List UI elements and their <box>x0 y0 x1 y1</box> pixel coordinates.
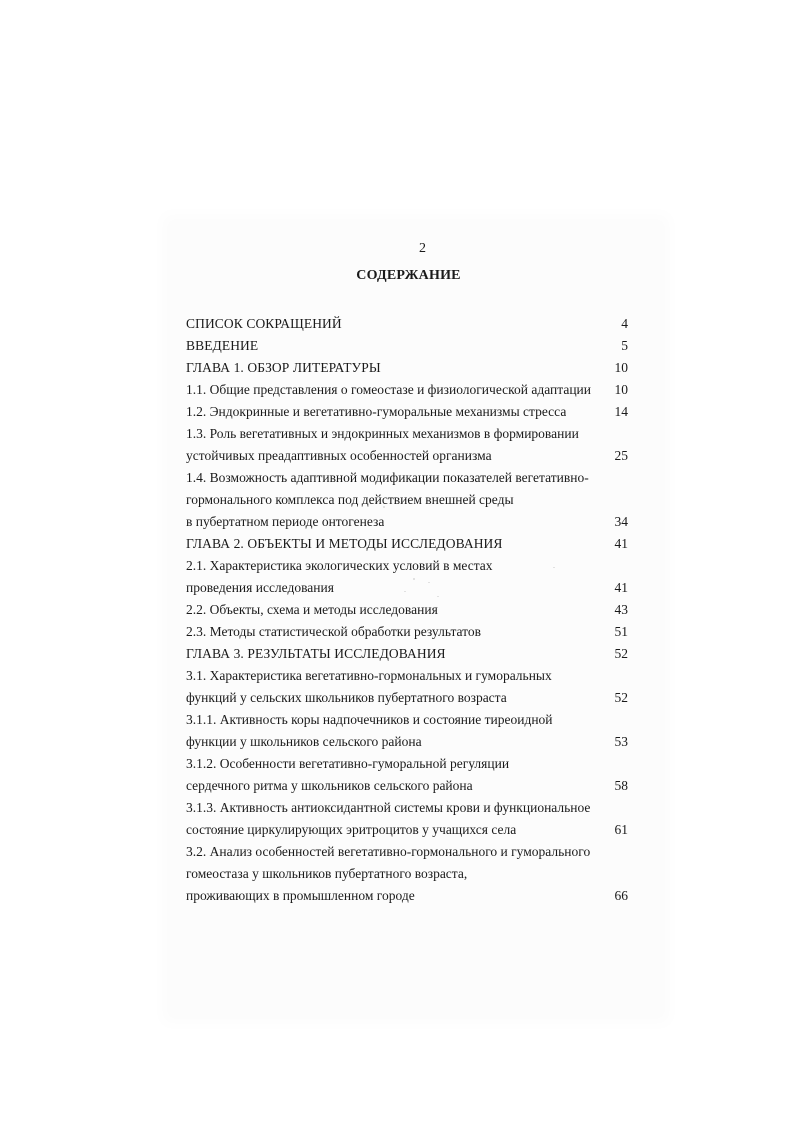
toc-entry-page <box>604 841 628 863</box>
toc-entry-text: 1.1. Общие представления о гомеостазе и физиологической адаптации <box>186 382 591 397</box>
toc-entry[interactable] <box>186 599 628 621</box>
toc-entry-text: ВВЕДЕНИЕ <box>186 338 259 353</box>
toc-entry[interactable] <box>186 753 628 775</box>
toc-entry-text: 2.3. Методы статистической обработки результатов <box>186 624 482 639</box>
toc-entry-text: 3.1.2. Особенности вегетативно-гуморальной регуляции <box>186 756 510 771</box>
table-of-contents <box>186 313 628 907</box>
toc-entry-page <box>604 863 628 885</box>
toc-entry-page <box>604 665 628 687</box>
toc-entry-page <box>604 555 628 577</box>
toc-entry-page: 5 <box>621 338 628 353</box>
toc-entry[interactable] <box>186 445 628 467</box>
toc-entry[interactable] <box>186 313 628 335</box>
toc-entry[interactable] <box>186 423 628 445</box>
toc-entry[interactable] <box>186 401 628 423</box>
toc-entry[interactable] <box>186 797 628 819</box>
toc-entry-text: сердечного ритма у школьников сельского района <box>186 778 473 793</box>
toc-entry-text: функций у сельских школьников пубертатного возраста <box>186 690 507 705</box>
toc-entry[interactable] <box>186 731 628 753</box>
toc-entry-text: состояние циркулирующих эритроцитов у учащихся села <box>186 822 517 837</box>
toc-entry-text: гормонального комплекса под действием внешней среды <box>186 492 514 507</box>
toc-entry-page: 53 <box>614 734 628 749</box>
toc-entry-page <box>604 797 628 819</box>
toc-entry-page <box>604 467 628 489</box>
toc-entry-page: 10 <box>614 382 628 397</box>
toc-entry-page: 4 <box>621 316 628 331</box>
toc-entry-text: в пубертатном периоде онтогенеза <box>186 514 385 529</box>
toc-entry-page: 41 <box>614 536 628 551</box>
toc-entry-text: 2.2. Объекты, схема и методы исследования <box>186 602 438 617</box>
toc-entry[interactable] <box>186 379 628 401</box>
toc-entry-page <box>604 709 628 731</box>
toc-entry[interactable] <box>186 577 628 599</box>
toc-entry[interactable] <box>186 841 628 863</box>
toc-entry-text: 3.1. Характеристика вегетативно-гормональных и гуморальных <box>186 668 552 683</box>
toc-entry-text: 1.2. Эндокринные и вегетативно-гуморальные механизмы стресса <box>186 404 567 419</box>
toc-entry-page: 52 <box>614 646 628 661</box>
toc-entry[interactable] <box>186 533 628 555</box>
toc-entry-text: 2.1. Характеристика экологических условий в местах <box>186 558 493 573</box>
toc-entry-page: 43 <box>614 602 628 617</box>
toc-entry[interactable] <box>186 665 628 687</box>
toc-entry-page: 58 <box>614 778 628 793</box>
toc-entry[interactable] <box>186 467 628 489</box>
toc-entry-text: ГЛАВА 2. ОБЪЕКТЫ И МЕТОДЫ ИССЛЕДОВАНИЯ <box>186 536 503 551</box>
toc-entry-text: 3.1.1. Активность коры надпочечников и состояние тиреоидной <box>186 712 553 727</box>
toc-entry[interactable] <box>186 357 628 379</box>
toc-entry-page: 14 <box>614 404 628 419</box>
toc-entry-text: гомеостаза у школьников пубертатного возраста, <box>186 866 468 881</box>
toc-entry-text: устойчивых преадаптивных особенностей организма <box>186 448 492 463</box>
toc-entry-text: 1.3. Роль вегетативных и эндокринных механизмов в формировании <box>186 426 579 441</box>
toc-entry[interactable] <box>186 687 628 709</box>
toc-entry-page: 61 <box>614 822 628 837</box>
page-number: 2 <box>419 241 426 256</box>
toc-entry[interactable] <box>186 335 628 357</box>
toc-entry[interactable] <box>186 621 628 643</box>
toc-entry[interactable] <box>186 511 628 533</box>
toc-entry-text: ГЛАВА 3. РЕЗУЛЬТАТЫ ИССЛЕДОВАНИЯ <box>186 646 446 661</box>
toc-entry[interactable] <box>186 709 628 731</box>
toc-entry[interactable] <box>186 775 628 797</box>
toc-entry-text: проживающих в промышленном городе <box>186 888 415 903</box>
toc-entry-page: 10 <box>614 360 628 375</box>
toc-entry-page: 34 <box>614 514 628 529</box>
toc-entry-page: 66 <box>614 888 628 903</box>
toc-entry-page: 25 <box>614 448 628 463</box>
toc-entry[interactable] <box>186 819 628 841</box>
toc-entry-page: 52 <box>614 690 628 705</box>
toc-entry-page: 41 <box>614 580 628 595</box>
toc-entry-page <box>604 753 628 775</box>
toc-entry[interactable] <box>186 489 628 511</box>
toc-entry-page <box>604 423 628 445</box>
toc-entry-text: 3.2. Анализ особенностей вегетативно-гормонального и гуморального <box>186 844 591 859</box>
toc-entry-text: 1.4. Возможность адаптивной модификации показателей вегетативно- <box>186 470 589 485</box>
toc-entry-text: ГЛАВА 1. ОБЗОР ЛИТЕРАТУРЫ <box>186 360 381 375</box>
toc-entry-text: проведения исследования <box>186 580 334 595</box>
toc-entry[interactable] <box>186 643 628 665</box>
toc-entry-text: функции у школьников сельского района <box>186 734 422 749</box>
toc-entry-page: 51 <box>614 624 628 639</box>
toc-entry-text: СПИСОК СОКРАЩЕНИЙ <box>186 316 342 331</box>
toc-entry[interactable] <box>186 863 628 885</box>
toc-entry[interactable] <box>186 555 628 577</box>
toc-title: СОДЕРЖАНИЕ <box>356 268 461 283</box>
toc-entry[interactable] <box>186 885 628 907</box>
toc-entry-page <box>604 489 628 511</box>
toc-entry-text: 3.1.3. Активность антиоксидантной системы крови и функциональное <box>186 800 591 815</box>
